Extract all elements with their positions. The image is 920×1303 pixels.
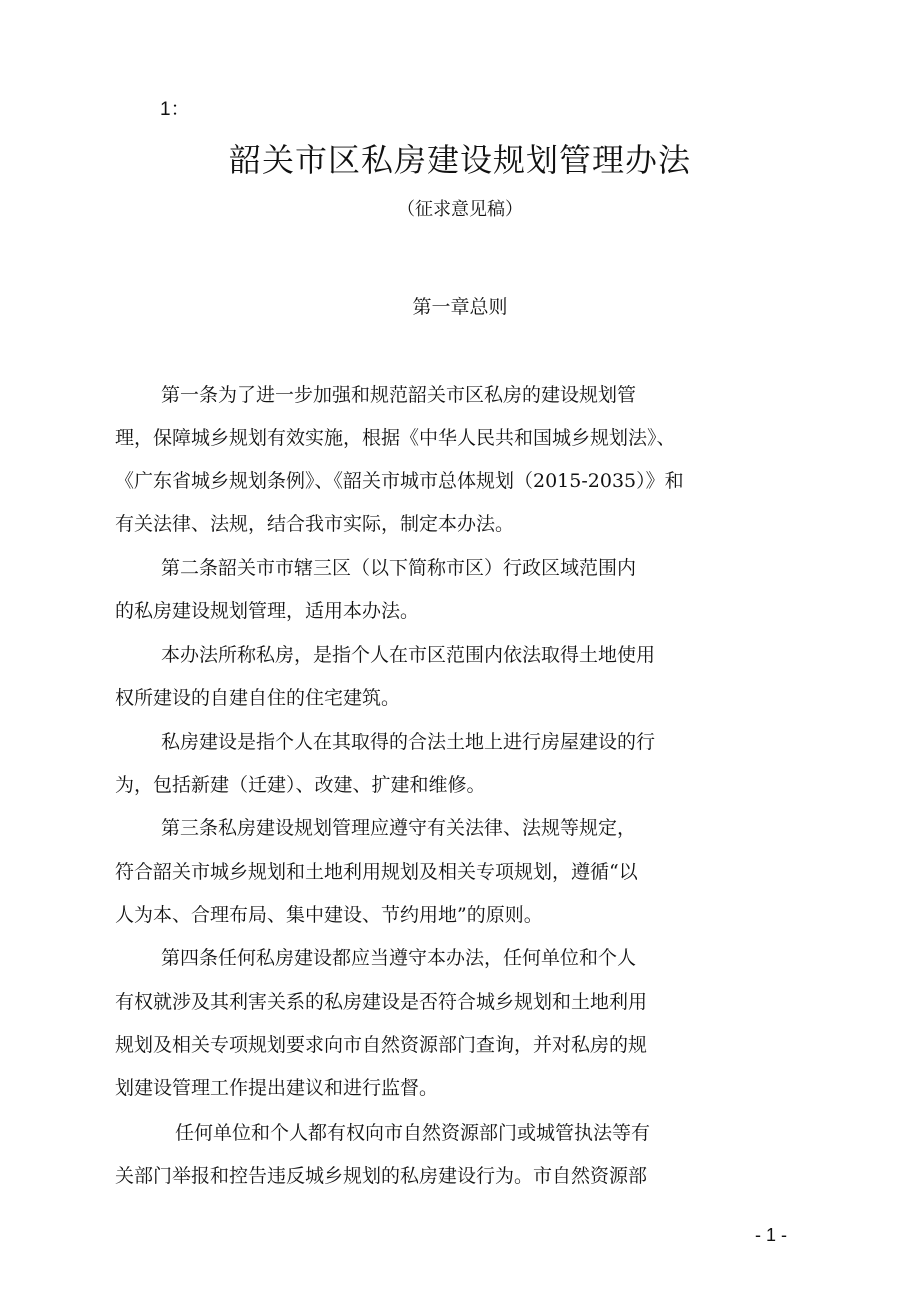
chapter-heading: 第一章总则 — [412, 296, 508, 318]
text-line: 第四条任何私房建设都应当遵守本办法，任何单位和个人 — [161, 947, 637, 969]
text-line: 有关法律、法规，结合我市实际，制定本办法。 — [115, 513, 515, 535]
text-line: 第二条韶关市市辖三区（以下简称市区）行政区域范围内 — [161, 557, 637, 579]
text-line: 理，保障城乡规划有效实施，根据《中华人民共和国城乡规划法》、 — [115, 427, 676, 449]
text-line: 私房建设是指个人在其取得的合法土地上进行房屋建设的行 — [161, 731, 656, 753]
text-line: 符合韶关市城乡规划和土地利用规划及相关专项规划，遵循“以 — [115, 861, 638, 883]
text-line: 权所建设的自建自住的住宅建筑。 — [115, 687, 401, 709]
text-line: 《广东省城乡规划条例》、《韶关市城市总体规划（2015-2035）》和 — [115, 470, 684, 492]
text-line: 划建设管理工作提出建议和进行监督。 — [115, 1077, 439, 1099]
document-title: 韶关市区私房建设规划管理办法 — [228, 141, 691, 179]
text-line: 关部门举报和控告违反城乡规划的私房建设行为。市自然资源部 — [115, 1165, 648, 1187]
text-line: 人为本、合理布局、集中建设、节约用地”的原则。 — [115, 904, 543, 926]
attachment-label: 1： — [160, 99, 190, 120]
text-line: 有权就涉及其利害关系的私房建设是否符合城乡规划和土地利用 — [115, 991, 648, 1013]
text-line: 为，包括新建（迁建）、改建、扩建和维修。 — [115, 774, 486, 796]
text-line: 的私房建设规划管理，适用本办法。 — [115, 600, 420, 622]
text-line: 规划及相关专项规划要求向市自然资源部门查询，并对私房的规 — [115, 1034, 648, 1056]
text-line: 第三条私房建设规划管理应遵守有关法律、法规等规定， — [161, 817, 637, 839]
text-line: 第一条为了进一步加强和规范韶关市区私房的建设规划管 — [161, 384, 637, 406]
document-subtitle: （征求意见稿） — [397, 199, 523, 220]
text-line: 本办法所称私房，是指个人在市区范围内依法取得土地使用 — [161, 644, 656, 666]
text-line: 任何单位和个人都有权向市自然资源部门或城管执法等有 — [175, 1122, 651, 1144]
page-number: - 1 - — [755, 1225, 788, 1245]
